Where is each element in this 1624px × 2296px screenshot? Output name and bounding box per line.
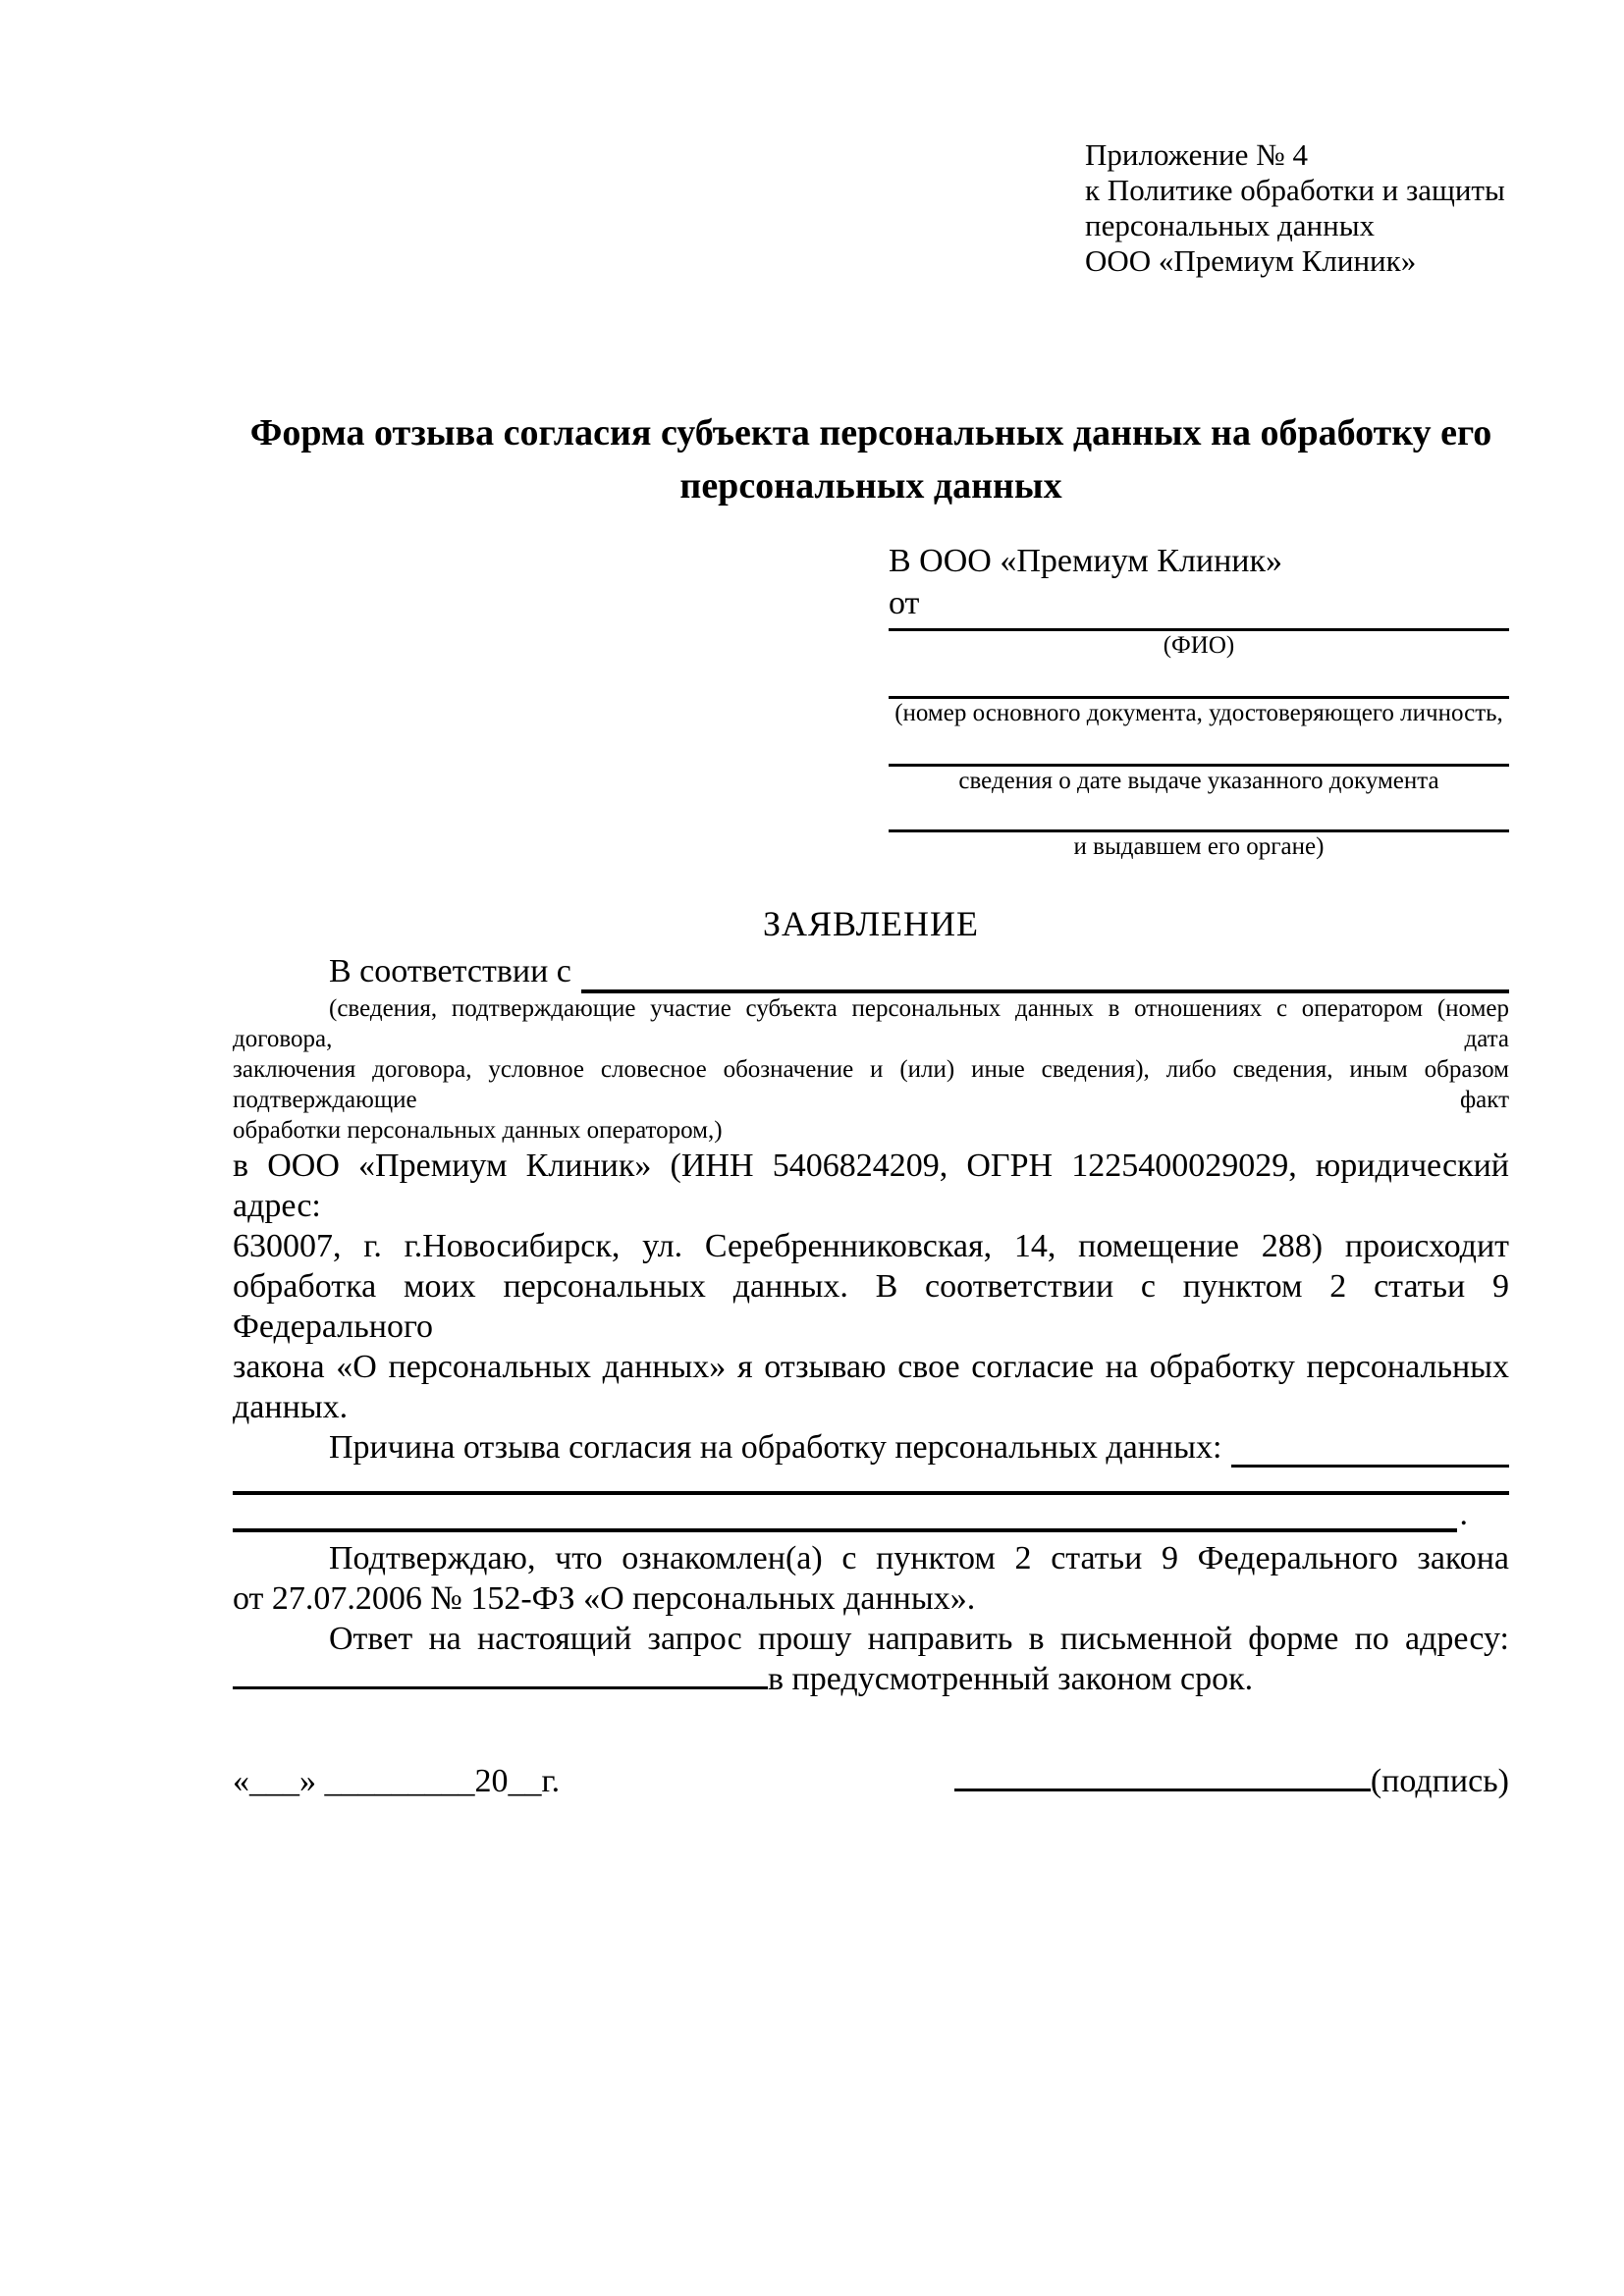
appendix-line: к Политике обработки и защиты — [1085, 173, 1505, 207]
note-line: заключения договора, условное словесное обозначение и (или) иные сведения), либо сведения, иным образом подтверждающие факт — [233, 1056, 1509, 1113]
doc-authority-caption: и выдавшем его органе) — [1073, 833, 1325, 860]
blank-writing-line-1 — [233, 1468, 1509, 1495]
confirm-line: от 27.07.2006 № 152-ФЗ «О персональных данных». — [233, 1580, 976, 1617]
paragraph-line: данных. — [233, 1389, 349, 1425]
signature-caption: (подпись) — [1370, 1763, 1509, 1799]
reason-label: Причина отзыва согласия на обработку персональных данных: — [329, 1429, 1222, 1466]
addressee-to: В ООО «Премиум Клиник» — [889, 543, 1283, 579]
paragraph-line: в ООО «Премиум Клиник» (ИНН 5406824209, ОГРН 1225400029029, юридический адрес: — [233, 1148, 1509, 1224]
reason-row — [233, 1427, 1509, 1468]
doc-number-line — [889, 661, 1509, 699]
fio-line — [889, 622, 1509, 631]
reply-paragraph — [233, 1619, 1509, 1699]
line-end-period: . — [1459, 1496, 1468, 1532]
paragraph-line: закона «О персональных данных» я отзываю свое согласие на обработку персональных — [233, 1349, 1509, 1385]
intro-fill-line — [581, 952, 1509, 993]
fio-caption: (ФИО) — [1163, 632, 1235, 659]
reply-line-2 — [233, 1659, 1509, 1699]
note-line: обработки персональных данных оператором,) — [233, 1117, 723, 1144]
addressee-block — [889, 538, 1509, 862]
appendix-line: персональных данных — [1085, 208, 1376, 242]
date-signature-row — [233, 1760, 1509, 1803]
appendix-line: Приложение № 4 — [1085, 137, 1308, 172]
appendix-block — [1085, 137, 1509, 279]
statement-heading: ЗАЯВЛЕНИЕ — [762, 904, 980, 943]
reason-fill-line — [1231, 1430, 1509, 1468]
addressee-from: от — [889, 585, 920, 621]
document-title: Форма отзыва согласия субъекта персональных данных на обработку его персональных данных — [249, 412, 1492, 507]
explanatory-note — [233, 993, 1509, 1146]
doc-authority-line — [889, 796, 1509, 832]
doc-number-caption: (номер основного документа, удостоверяющего личность, — [894, 700, 1503, 726]
confirm-line: Подтверждаю, что ознакомлен(а) с пунктом 2 статьи 9 Федерального закона — [329, 1540, 1509, 1576]
signature-group — [954, 1760, 1509, 1803]
intro-label: В соответствии с — [329, 953, 571, 989]
reply-line-1: Ответ на настоящий запрос прошу направить в письменной форме по адресу: — [329, 1621, 1509, 1657]
operator-paragraph — [233, 1146, 1509, 1427]
blank-writing-line-2 — [233, 1495, 1457, 1532]
paragraph-line: обработка моих персональных данных. В соответствии с пунктом 2 статьи 9 Федерального — [233, 1268, 1509, 1345]
address-fill-line — [233, 1684, 768, 1689]
confirm-paragraph — [233, 1538, 1509, 1619]
doc-date-line — [889, 728, 1509, 767]
signature-line — [954, 1787, 1371, 1791]
note-line: (сведения, подтверждающие участие субъекта персональных данных в отношениях с оператором (номер договора, дата — [233, 995, 1509, 1052]
intro-row — [233, 950, 1509, 993]
doc-date-caption: сведения о дате выдаче указанного документа — [958, 768, 1439, 794]
paragraph-line: 630007, г. г.Новосибирск, ул. Серебренниковская, 14, помещение 288) происходит — [233, 1228, 1509, 1264]
reply-suffix: в предусмотренный законом срок. — [768, 1661, 1254, 1697]
appendix-line: ООО «Премиум Клиник» — [1085, 243, 1417, 278]
date-field: «___» _________20__г. — [233, 1763, 561, 1799]
blank-writing-line-2-row — [233, 1495, 1509, 1532]
